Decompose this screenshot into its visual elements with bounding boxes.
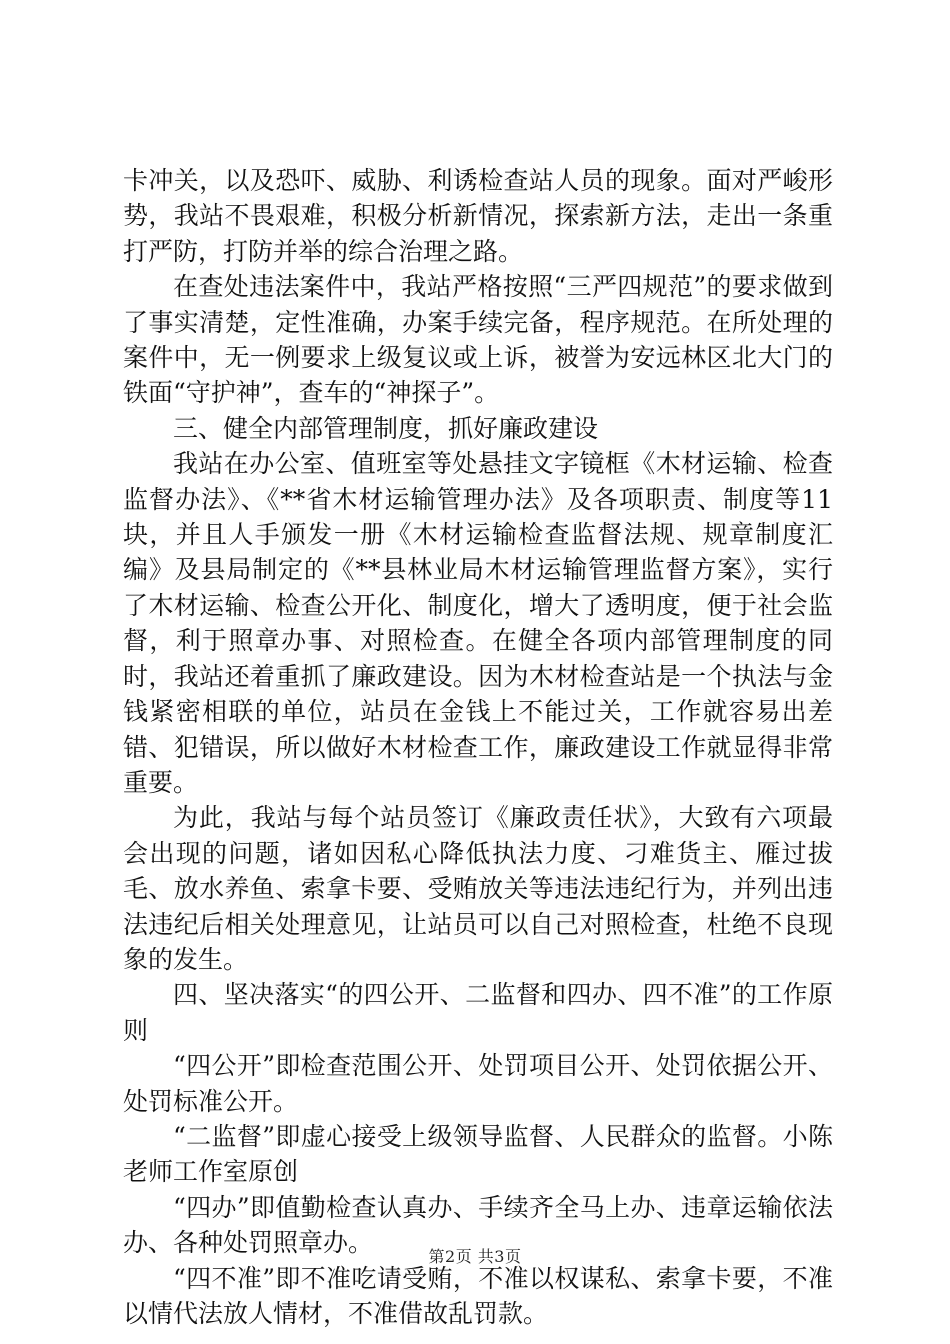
paragraph-four-publics: “四公开”即检查范围公开、处罚项目公开、处罚依据公开、处罚标准公开。 [123, 1051, 833, 1116]
page-number-footer: 第2页 共3页 [428, 1247, 522, 1266]
paragraph-two-supervisions: “二监督”即虚心接受上级领导监督、人民群众的监督。小陈老师工作室原创 [123, 1121, 833, 1187]
paragraph-four-handlings: “四办”即值勤检查认真办、手续齐全马上办、违章运输依法办、各种处罚照章办。 [123, 1192, 833, 1258]
paragraph-integrity-pledge: 为此，我站与每个站员签订《廉政责任状》，大致有六项最会出现的问题，诸如因私心降低执法力度、刁难货主、雁过拔毛、放水养鱼、索拿卡要、受贿放关等违法违纪行为，并列出违法违纪后相关处理意见，让站员可以自己对照检查，杜绝不良现象的发生。 [123, 803, 833, 974]
paragraph-continuation: 卡冲关，以及恐吓、威胁、利诱检查站人员的现象。面对严峻形势，我站不畏艰难，积极分析新情况，探索新方法，走出一条重打严防，打防并举的综合治理之路。 [123, 166, 833, 266]
paragraph-internal-management: 我站在办公室、值班室等处悬挂文字镜框《木材运输、检查监督办法》、《**省木材运输管理办法》及各项职责、制度等11块，并且人手颁发一册《木材运输检查监督法规、规章制度汇编》及县局制定的《**县林业局木材运输管理监督方案》，实行了木材运输、检查公开化、制度化，增大了透明度，便于社会监督，利于照章办事、对照检查。在健全各项内部管理制度的同时，我站还着重抓了廉政建设。因为木材检查站是一个执法与金钱紧密相联的单位，站员在金钱上不能过关，工作就容易出差错、犯错误，所以做好木材检查工作，廉政建设工作就显得非常重要。 [123, 449, 833, 797]
paragraph-four-prohibitions: “四不准”即不准吃请受贿，不准以权谋私、索拿卡要，不准以情代法放人情材，不准借故乱罚款。 [123, 1263, 833, 1328]
section-heading-3: 三、健全内部管理制度，抓好廉政建设 [173, 413, 599, 443]
document-body [123, 163, 833, 1331]
paragraph-case-handling: 在查处违法案件中，我站严格按照“三严四规范”的要求做到了事实清楚，定性准确，办案手续完备，程序规范。在所处理的案件中，无一例要求上级复议或上诉，被誉为安远林区北大门的铁面“守护神”，查车的“神探子”。 [123, 272, 833, 408]
section-heading-4: 四、坚决落实“的四公开、二监督和四办、四不准”的工作原则 [123, 980, 833, 1045]
